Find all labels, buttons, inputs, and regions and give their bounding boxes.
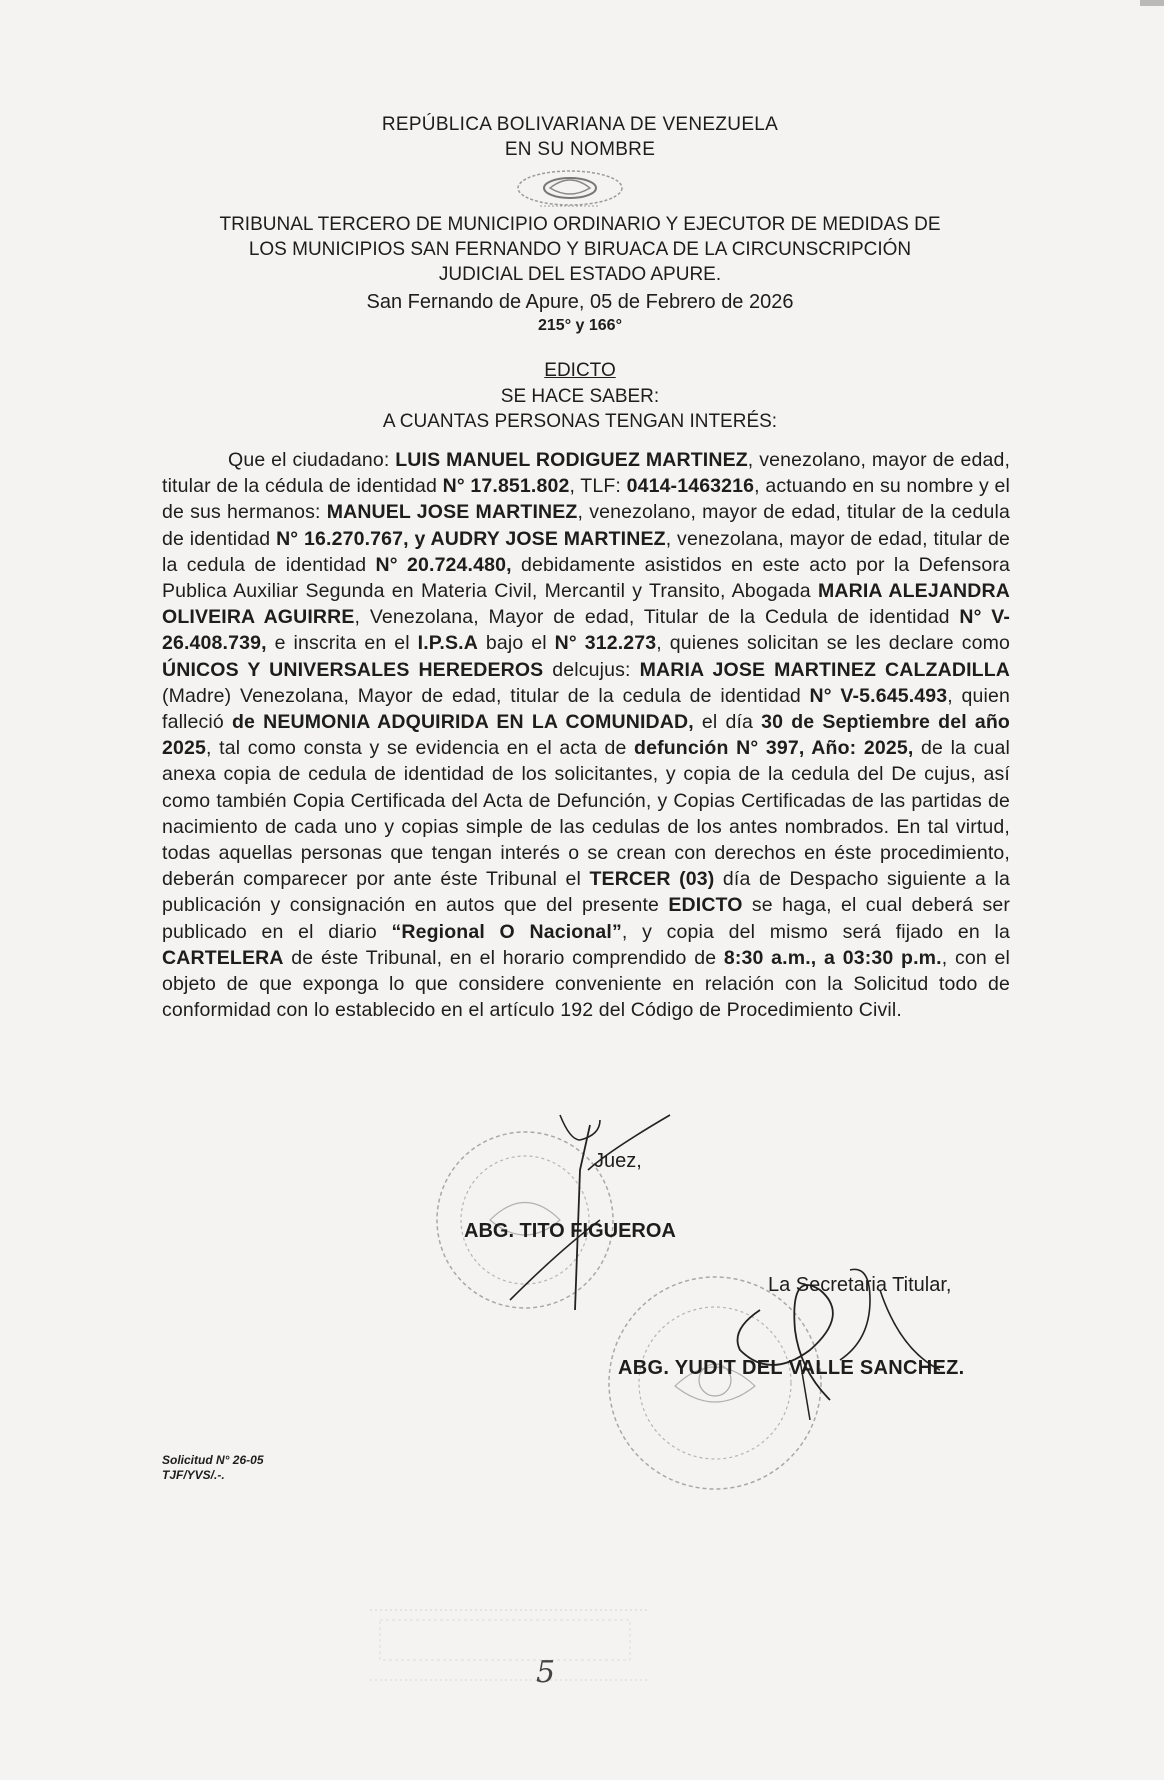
body-text: de éste Tribunal, en el horario comprendido de: [283, 946, 724, 969]
solicitud-number: Solicitud N° 26-05: [162, 1453, 264, 1467]
body-text: , venezolano, mayor de edad, titular de la cedula de identidad: [162, 501, 1011, 550]
body-text: , tal como consta y se evidencia en el acta de: [205, 737, 635, 760]
tribunal-line-3: JUDICIAL DEL ESTADO APURE.: [438, 264, 722, 285]
body-text: , actuando en su nombre y el de sus hermanos:: [162, 475, 1011, 524]
subtitle-se-hace-saber: SE HACE SABER:: [500, 386, 660, 407]
judge-label: Juez,: [594, 1150, 642, 1172]
body-emphasis-text: N° V-26.408.739,: [162, 606, 1010, 655]
subtitle-a-cuantas: A CUANTAS PERSONAS TENGAN INTERÉS:: [382, 411, 778, 432]
body-text: , venezolano, mayor de edad, titular de la cédula de identidad: [162, 449, 1011, 498]
header-tribunal: [150, 212, 1010, 287]
faint-stamp-icon: [360, 1590, 660, 1700]
body-text: , con el objeto de que exponga lo que considere conveniente en relación con la Solicitud todo de conformidad con lo establecido en el artículo 192 del Código de Procedimiento Civil.: [162, 946, 1010, 1022]
body-text: se haga, el cual deberá ser publicado en el diario: [162, 894, 1010, 943]
body-text: e inscrita en el: [266, 632, 418, 655]
body-emphasis-text: defunción N° 397, Año: 2025,: [634, 737, 914, 760]
body-emphasis-text: “Regional O Nacional”: [391, 920, 622, 943]
body-text: debidamente asistidos en este acto por la Defensora Publica Auxiliar Segunda en Materia Civil, Mercantil y Transito, Abogada: [162, 553, 1010, 603]
edict-body: [162, 447, 1010, 1023]
coat-of-arms-icon: [510, 166, 630, 212]
body-emphasis-text: N° 17.851.802: [442, 475, 570, 498]
scan-mark: [1140, 0, 1164, 6]
body-emphasis-text: EDICTO: [668, 894, 743, 917]
body-emphasis-text: TERCER (03): [589, 868, 715, 891]
body-emphasis-text: N° 312.273: [554, 632, 657, 655]
secretary-name: ABG. YUDIT DEL VALLE SANCHEZ.: [618, 1357, 965, 1379]
header-line-2: EN SU NOMBRE: [504, 139, 656, 160]
tribunal-line-1: TRIBUNAL TERCERO DE MUNICIPIO ORDINARIO Y EJECUTOR DE MEDIDAS DE: [219, 214, 941, 235]
body-emphasis-text: N° V-5.645.493: [809, 684, 948, 707]
judge-signature-icon: [480, 1110, 680, 1310]
body-emphasis-text: N° 20.724.480,: [375, 553, 512, 576]
tribunal-line-2: LOS MUNICIPIOS SAN FERNANDO Y BIRUACA DE LA CIRCUNSCRIPCIÓN: [248, 239, 912, 260]
body-text: , quien falleció: [162, 684, 1010, 734]
city-date: San Fernando de Apure, 05 de Febrero de 2026: [366, 291, 794, 313]
body-text: Que el ciudadano:: [228, 449, 396, 471]
body-text: de la cual anexa copia de cedula de identidad de los solicitantes, y copia de la cedula del De cujus, así como también Copia Certificada del Acta de Defunción, y Copias Certificadas de las partidas de nacimiento de cada uno y copias simple de las cedulas de los antes nombrados. En tal virtud, todas aquellas personas que tengan interés o se crean con derechos en éste procedimiento, deberán comparecer por ante éste Tribunal el: [162, 737, 1010, 891]
years-code: 215° y 166°: [538, 317, 622, 334]
body-emphasis-text: I.P.S.A: [417, 632, 478, 655]
body-text: delcujus:: [543, 658, 640, 681]
body-text: , y copia del mismo será fijado en la: [621, 920, 1011, 943]
secretary-label: La Secretaria Titular,: [768, 1274, 952, 1296]
judge-name: ABG. TITO FIGUEROA: [464, 1220, 676, 1242]
initials: TJF/YVS/.-.: [162, 1468, 225, 1482]
body-text: , venezolana, mayor de edad, titular de la cedula de identidad: [162, 527, 1010, 576]
reference-block: [162, 1453, 264, 1483]
header-republic: [150, 112, 1010, 162]
body-text: , TLF:: [569, 475, 627, 498]
body-emphasis-text: MANUEL JOSE MARTINEZ: [326, 501, 578, 524]
body-text: el día: [693, 711, 762, 734]
body-emphasis-text: LUIS MANUEL RODIGUEZ MARTINEZ: [395, 449, 748, 471]
body-text: día de Despacho siguiente a la publicación y consignación en autos que del presente: [162, 868, 1010, 917]
body-emphasis-text: 0414-1463216: [626, 475, 755, 498]
body-emphasis-text: 8:30 a.m., a 03:30 p.m.: [723, 946, 942, 969]
body-text: , quienes solicitan se les declare como: [656, 632, 1010, 655]
header-line-1: REPÚBLICA BOLIVARIANA DE VENEZUELA: [381, 114, 779, 135]
body-emphasis-text: N° 16.270.767, y AUDRY JOSE MARTINEZ: [276, 527, 666, 550]
body-emphasis-text: CARTELERA: [162, 946, 284, 969]
body-emphasis-text: de NEUMONIA ADQUIRIDA EN LA COMUNIDAD,: [232, 711, 694, 734]
body-text: bajo el: [477, 632, 555, 655]
body-text: (Madre) Venezolana, Mayor de edad, titular de la cedula de identidad: [162, 684, 810, 707]
page-number: 5: [536, 1655, 556, 1690]
body-text: , Venezolana, Mayor de edad, Titular de la Cedula de identidad: [354, 606, 960, 629]
body-emphasis-text: ÚNICOS Y UNIVERSALES HEREDEROS: [162, 658, 544, 681]
body-emphasis-text: MARIA JOSE MARTINEZ CALZADILLA: [639, 658, 1010, 681]
body-emphasis-text: 30 de Septiembre del año 2025: [162, 711, 1010, 760]
body-emphasis-text: MARIA ALEJANDRA OLIVEIRA AGUIRRE: [162, 580, 1010, 629]
document-title: EDICTO: [544, 360, 616, 381]
